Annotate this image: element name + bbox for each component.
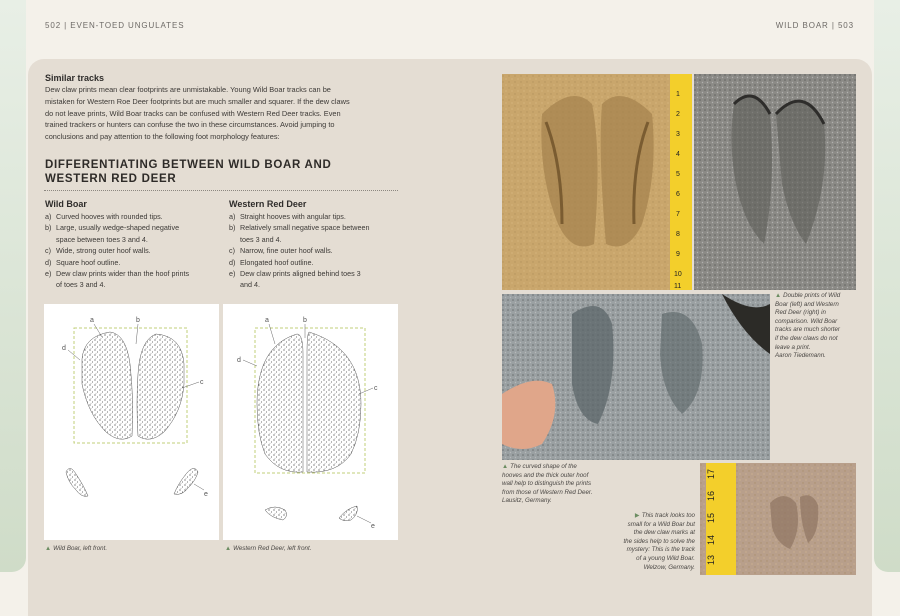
caption-line: of a young Wild Boar.: [636, 554, 695, 562]
wild-boar-hoof-illustration: [44, 304, 219, 540]
left-margin-tab: [0, 0, 26, 572]
caption-line: tracks are much shorter: [775, 326, 840, 334]
list-text: and 4.: [240, 280, 260, 290]
caption-line: Aaron Tiedemann.: [775, 352, 826, 360]
list-item: [45, 268, 223, 291]
red-deer-hoof-drawing: [223, 304, 398, 540]
wild-boar-hoof-drawing: [44, 304, 219, 540]
callout-c: c: [200, 379, 204, 386]
list-marker: e): [229, 269, 236, 279]
list-text: Elongated hoof outline.: [240, 257, 314, 267]
caption-double-prints: [775, 292, 859, 361]
list-marker: a): [45, 212, 52, 221]
caption-triangle-icon: ▲: [502, 463, 509, 470]
list-text: space between toes 3 and 4.: [56, 234, 148, 244]
list-text: Curved hooves with rounded tips.: [56, 212, 163, 221]
paragraph-line: conclusions and pay attention to the following foot morphology features:: [45, 132, 280, 142]
list-item: [229, 211, 401, 222]
ruler-tick-label: 5: [676, 171, 680, 178]
caption-line: Welzow, Germany.: [643, 563, 695, 571]
caption-triangle-icon: ▲: [775, 292, 782, 299]
photo-young-boar-track: [700, 463, 856, 575]
list-marker: a): [229, 212, 236, 221]
caption-line: leave a print.: [775, 343, 811, 351]
list-text: Relatively small negative space between: [240, 223, 370, 233]
caption-line: if the dew claws do not: [775, 334, 838, 342]
red-deer-heading: Western Red Deer: [229, 199, 307, 209]
ruler-tick-label: 8: [676, 231, 680, 238]
running-head-left: 502 | EVEN-TOED UNGULATES: [45, 21, 185, 30]
ruler-tick-label: 1: [676, 91, 680, 98]
caption-line: wall help to distinguish the prints: [502, 480, 592, 488]
list-item: [45, 211, 223, 222]
list-text: of toes 3 and 4.: [56, 280, 106, 290]
caption-line: the sides help to solve the: [623, 537, 695, 545]
similar-tracks-paragraph: [45, 84, 405, 143]
caption-line: comparison. Wild Boar: [775, 317, 838, 325]
callout-e: e: [204, 491, 208, 498]
list-text: Straight hooves with angular tips.: [240, 212, 346, 221]
ruler-tick-label: 2: [676, 111, 680, 118]
red-deer-features: [229, 199, 401, 291]
list-text: Dew claw prints aligned behind toes 3: [240, 269, 361, 279]
ruler-tick-label: 15: [706, 512, 716, 523]
running-head-right: WILD BOAR | 503: [775, 21, 854, 30]
caption-curved-shape: [502, 463, 632, 506]
callout-d: d: [237, 357, 241, 364]
list-text: Wide, strong outer hoof walls.: [56, 246, 151, 256]
caption-triangle-icon: ▲: [225, 545, 232, 552]
ruler-tick-label: 10: [674, 271, 682, 278]
callout-c: c: [374, 385, 378, 392]
caption-text: Western Red Deer, left front.: [233, 545, 312, 552]
caption-line: the dew claw marks at: [633, 529, 695, 537]
ruler-tick-label: 13: [706, 554, 716, 565]
callout-b: b: [136, 317, 140, 324]
list-item: [229, 257, 401, 268]
caption-line: from those of Western Red Deer.: [502, 488, 593, 496]
caption-wild-boar-drawing: [45, 545, 220, 554]
list-item: [45, 222, 223, 245]
similar-tracks-block: [45, 73, 405, 143]
list-marker: c): [45, 246, 51, 256]
list-marker: d): [229, 257, 236, 267]
similar-tracks-heading: Similar tracks: [45, 73, 105, 83]
caption-line: Boar (left) and Western: [775, 300, 839, 308]
list-text: Dew claw prints wider than the hoof prints: [56, 269, 190, 279]
caption-triangle-icon: ▶: [634, 512, 640, 519]
list-text: Large, usually wedge-shaped negative: [56, 223, 180, 233]
section-title: [45, 158, 405, 186]
photo-deer-print-sand: [694, 74, 856, 290]
list-item: [229, 268, 401, 291]
red-deer-list: [229, 211, 401, 291]
list-item: [45, 257, 223, 268]
list-text: Square hoof outline.: [56, 257, 121, 267]
wild-boar-list: [45, 211, 223, 291]
list-marker: e): [45, 269, 52, 279]
callout-a: a: [90, 317, 94, 324]
dotted-divider: [44, 190, 398, 191]
photo-mud-print-finger: [502, 294, 770, 460]
callout-e: e: [371, 523, 375, 530]
right-margin-tab: [874, 0, 900, 572]
red-deer-hoof-illustration: [223, 304, 398, 540]
ruler-tick-label: 11: [674, 283, 682, 290]
list-marker: b): [229, 223, 236, 233]
list-text: toes 3 and 4.: [240, 234, 282, 244]
caption-line: This track looks too: [641, 512, 695, 519]
callout-d: d: [62, 345, 66, 352]
callout-b: b: [303, 317, 307, 324]
ruler-tick-label: 3: [676, 131, 680, 138]
ruler-tick-label: 4: [676, 151, 680, 158]
paragraph-line: mistaken for Western Roe Deer footprints but are much smaller and squarer. If the dew claws: [45, 96, 350, 106]
paragraph-line: do not leave prints, Wild Boar tracks can be confused with Western Red Deer tracks. Even: [45, 108, 341, 118]
wild-boar-features: [45, 199, 223, 291]
wild-boar-heading: Wild Boar: [45, 199, 87, 209]
ruler-tick-label: 9: [676, 251, 680, 258]
caption-line: Double prints of Wild: [783, 292, 841, 299]
ruler-tick-label: 14: [706, 534, 716, 545]
callout-a: a: [265, 317, 269, 324]
caption-triangle-icon: ▲: [45, 545, 52, 552]
list-marker: c): [229, 246, 235, 256]
list-item: [45, 245, 223, 256]
list-item: [229, 245, 401, 256]
caption-text: Wild Boar, left front.: [53, 545, 108, 552]
ruler-tick-label: 16: [706, 490, 716, 501]
caption-line: small for a Wild Boar but: [627, 520, 695, 528]
paragraph-line: trained trackers or hunters can confuse the two in these circumstances. Avoid jumping to: [45, 120, 335, 130]
ruler-tick-label: 7: [676, 211, 680, 218]
caption-line: Red Deer (right) in: [775, 309, 826, 317]
list-marker: b): [45, 223, 52, 233]
caption-line: mystery: This is the track: [626, 546, 695, 554]
section-title-line: DIFFERENTIATING BETWEEN WILD BOAR AND: [45, 159, 332, 171]
ruler-tick-label: 17: [706, 468, 716, 479]
caption-young-boar: [580, 512, 695, 572]
caption-line: The curved shape of the: [510, 463, 577, 470]
paragraph-line: Dew claw prints mean clear footprints are unmistakable. Young Wild Boar tracks can be: [45, 85, 331, 94]
ruler-tick-label: 6: [676, 191, 680, 198]
photo-boar-print-sand: [502, 74, 692, 290]
section-title-line: WESTERN RED DEER: [45, 173, 177, 185]
list-marker: d): [45, 257, 52, 267]
caption-line: Lausitz, Germany.: [502, 497, 552, 505]
list-item: [229, 222, 401, 245]
list-text: Narrow, fine outer hoof walls.: [240, 246, 333, 256]
caption-line: hooves and the thick outer hoof: [502, 471, 589, 479]
caption-red-deer-drawing: [225, 545, 400, 554]
